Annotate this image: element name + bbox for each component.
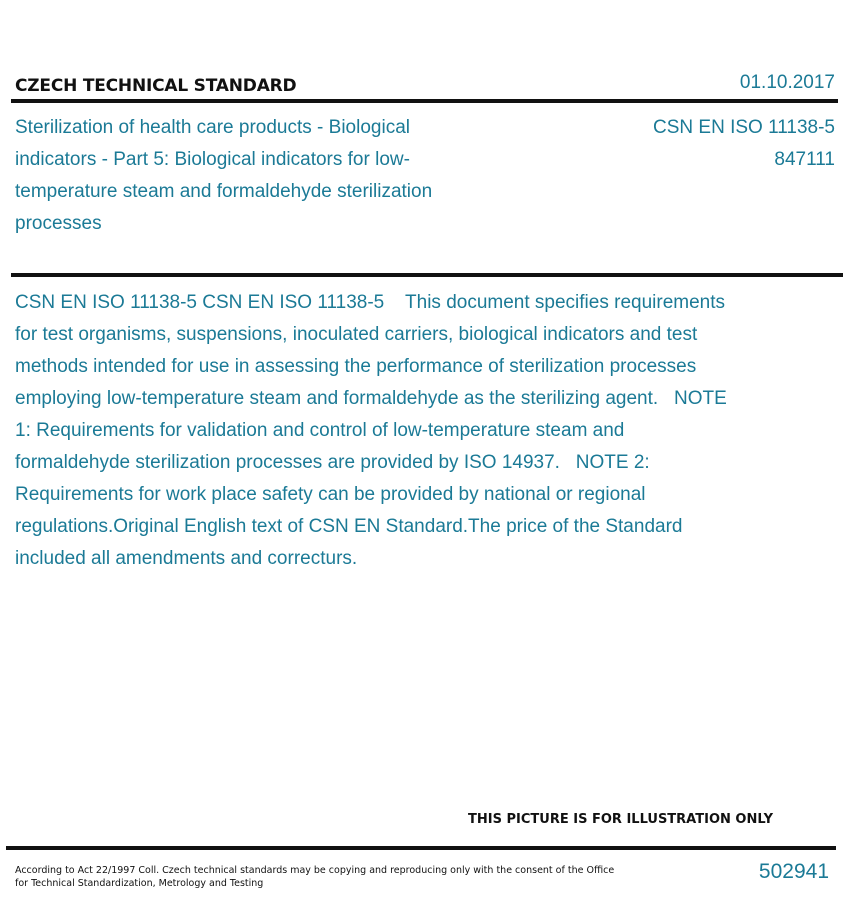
footer-divider [6,846,836,850]
legal-notice-line-1: According to Act 22/1997 Coll. Czech technical standards may be copying and reproducing only with the consent of the Office [15,865,615,876]
standard-number: CSN EN ISO 11138-5 [653,117,835,138]
standard-title: Sterilization of health care products - Biological indicators - Part 5: Biological indicators for low-temperature steam and formaldehyde sterilization processes [15,117,433,234]
publication-date: 01.10.2017 [739,72,835,93]
catalog-number: 502941 [758,860,829,883]
title-divider [11,273,843,277]
illustration-note: THIS PICTURE IS FOR ILLUSTRATION ONLY [468,812,773,827]
classification-code: 847111 [774,149,835,170]
legal-notice [15,864,615,890]
document-type-heading: CZECH TECHNICAL STANDARD [15,76,297,96]
standard-identifiers [653,112,835,176]
header-divider [11,99,838,103]
abstract-text: CSN EN ISO 11138-5 CSN EN ISO 11138-5 This document specifies requirements for test organisms, suspensions, inoculated carriers, biological indicators and test methods intended for use in assessing the performance of sterilization processes employing low-temperature steam and formaldehyde as the sterilizing agent. NOTE 1: Requirements for validation and control of low-temperature steam and formaldehyde sterilization processes are provided by ISO 14937. NOTE 2: Requirements for work place safety can be provided by national or regional regulations.Original English text of CSN EN Standard.The price of the Standard included all amendments and correcturs. [15,292,733,569]
legal-notice-line-2: for Technical Standardization, Metrology and Testing [15,878,264,889]
